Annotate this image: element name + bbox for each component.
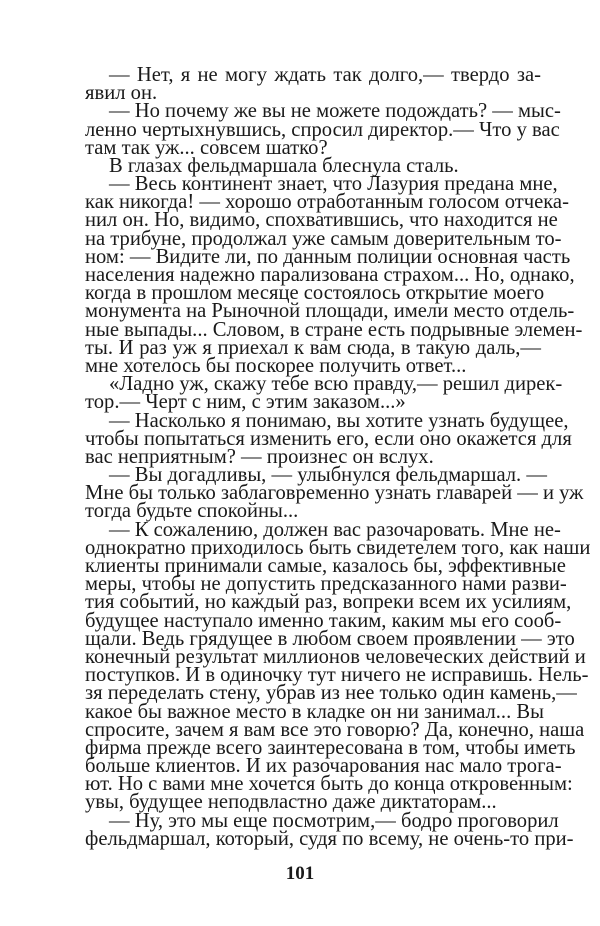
text-line: явил он. [85, 82, 158, 105]
text-line: нил он. Но, видимо, спохватившись, что находится не [85, 209, 558, 232]
text-line: вас неприятным? — произнес он вслух. [85, 445, 434, 468]
text-line: конечный результат миллионов человеческих действий и [85, 645, 586, 668]
text-line: зя переделать стену, убрав из нее только один камень,— [85, 682, 577, 705]
text-line: спросите, зачем я вам все это говорю? Да, конечно, наша [85, 718, 585, 741]
text-line: ют. Но с вами мне хочется быть до конца откровенным: [85, 773, 573, 796]
text-line: однократно приходилось быть свидетелем того, как наши [85, 536, 591, 559]
text-line: клиенты принимали самые, казалось бы, эффективные [85, 555, 566, 578]
text-line: увы, будущее неподвластно даже диктаторам... [85, 791, 497, 814]
text-line: «Ладно уж, скажу тебе всю правду,— решил дирек- [109, 373, 563, 396]
text-line: чтобы попытаться изменить его, если оно окажется для [85, 427, 572, 450]
text-line: — Весь континент знает, что Лазурия предана мне, [109, 173, 558, 196]
text-line: В глазах фельдмаршала блеснула сталь. [109, 154, 459, 177]
text-line: щали. Ведь грядущее в любом своем проявлении — это [85, 627, 575, 650]
page-number: 101 [285, 863, 315, 884]
text-line: — Вы догадливы, — улыбнулся фельдмаршал. — [109, 464, 547, 487]
text-line: ленно чертыхнувшись, спросил директор.— Что у вас [85, 118, 560, 141]
text-line: тор.— Черт с ним, с этим заказом...» [85, 391, 406, 414]
text-line: населения надежно парализована страхом... Но, однако, [85, 264, 575, 287]
text-line: мне хотелось бы поскорее получить ответ... [85, 354, 467, 377]
text-line: — Насколько я понимаю, вы хотите узнать будущее, [109, 409, 569, 432]
text-line: там так уж... совсем шатко? [85, 136, 328, 159]
text-line: ные выпады... Словом, в стране есть подрывные элемен- [85, 318, 583, 341]
text-line: ном: — Видите ли, по данным полиции основная часть [85, 245, 571, 268]
text-line: фирма прежде всего заинтересована в том, чтобы иметь [85, 736, 576, 759]
text-line: тогда будьте спокойны... [85, 500, 299, 523]
text-line: — Нет, я не могу ждать так долго,— твердо за- [109, 64, 541, 86]
text-line: на трибуне, продолжал уже самым доверительным то- [85, 227, 562, 250]
text-line: фельдмаршал, который, судя по всему, не очень-то при- [85, 827, 574, 850]
text-line: — Ну, это мы еще посмотрим,— бодро проговорил [109, 809, 559, 832]
text-line: — К сожалению, должен вас разочаровать. Мне не- [109, 518, 561, 541]
text-line: когда в прошлом месяце состоялось открытие моего [85, 282, 545, 305]
text-line: поступков. И в одиночку тут ничего не исправишь. Нель- [85, 664, 589, 687]
text-line: как никогда! — хорошо отработанным голосом отчека- [85, 191, 569, 214]
text-line: какое бы важное место в кладке он ни занимал... Вы [85, 700, 544, 723]
text-line: Мне бы только заблаговременно узнать главарей — и уж [85, 482, 584, 505]
text-line: — Но почему же вы не можете подождать? — мыс- [109, 100, 561, 123]
text-line: меры, чтобы не допустить предсказанного нами разви- [85, 573, 567, 596]
text-line: ты. И раз уж я приехал к вам сюда, в такую даль,— [85, 336, 541, 359]
text-line: монумента на Рыночной площади, имели место отдель- [85, 300, 575, 323]
text-line: будущее наступало именно таким, каким мы его сооб- [85, 609, 562, 632]
text-line: больше клиентов. И их разочарования нас мало трога- [85, 755, 562, 778]
text-line: тия событий, но каждый раз, вопреки всем их усилиям, [85, 591, 572, 614]
